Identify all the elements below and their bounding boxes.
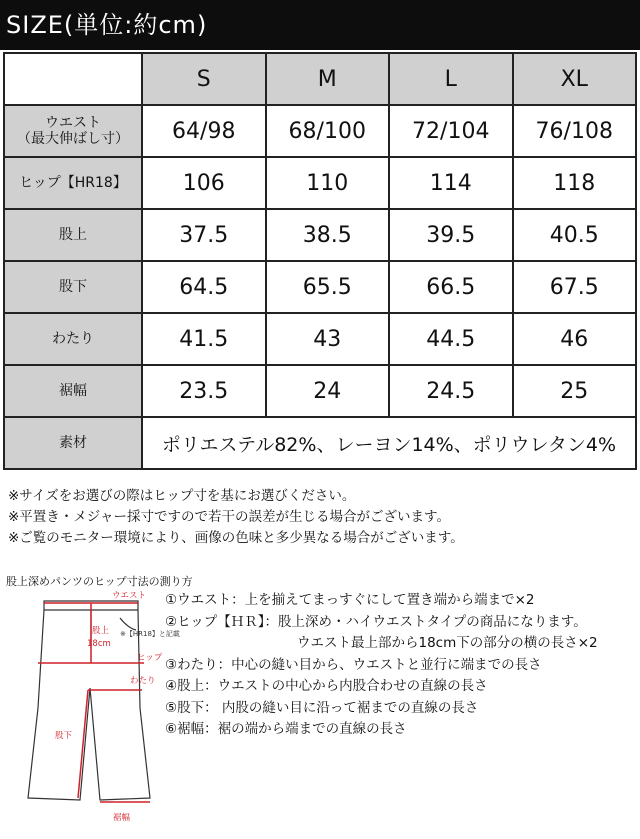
table-row-hem [4, 365, 636, 417]
table-row-material [4, 417, 636, 469]
table-cell: 114 [389, 157, 513, 209]
row-label-waist [4, 105, 142, 157]
row-label-thigh: わたり [4, 313, 142, 365]
table-cell: 66.5 [389, 261, 513, 313]
table-row-hip [4, 157, 636, 209]
table-cell: 43 [266, 313, 390, 365]
size-m: M [266, 53, 390, 105]
label-rise-value: 18cm [87, 639, 111, 649]
table-cell: 24 [266, 365, 390, 417]
row-label-material: 素材 [4, 417, 142, 469]
table-cell: 64.5 [142, 261, 266, 313]
table-cell: 72/104 [389, 105, 513, 157]
table-cell: 64/98 [142, 105, 266, 157]
table-corner-cell [4, 53, 142, 105]
table-row-rise [4, 209, 636, 261]
table-cell: 67.5 [513, 261, 637, 313]
step-item-continued: ウエスト最上部から18cm下の部分の横の長さ×2 [297, 635, 598, 651]
note-item: ※ご覧のモニター環境により、画像の色味と多少異なる場合がございます。 [8, 530, 464, 546]
row-label-inseam: 股下 [4, 261, 142, 313]
label-hip: ヒップ [137, 653, 163, 663]
step-item: ⑤股下： 内股の縫い目に沿って裾までの直線の長さ [165, 699, 479, 716]
size-l: L [389, 53, 513, 105]
table-cell: 76/108 [513, 105, 637, 157]
table-cell: 24.5 [389, 365, 513, 417]
step-item: ①ウエスト：上を揃えてまっすぐにして置き端から端まで×2 [165, 592, 535, 608]
table-cell: 44.5 [389, 313, 513, 365]
label-rise: 股上 [92, 626, 110, 636]
row-label-waist-text: ウエスト （最大伸ばし寸） [17, 115, 129, 147]
material-value: ポリエステル82%、レーヨン14%、ポリウレタン4% [142, 417, 636, 469]
table-cell: 106 [142, 157, 266, 209]
row-label-hip: ヒップ【HR18】 [4, 157, 142, 209]
note-item: ※サイズをお選びの際はヒップ寸を基にお選びください。 [8, 488, 356, 504]
table-cell: 23.5 [142, 365, 266, 417]
table-cell: 118 [513, 157, 637, 209]
size-xl: XL [513, 53, 637, 105]
table-cell: 25 [513, 365, 637, 417]
diagram-title: 股上深めパンツのヒップ寸法の測り方 [6, 575, 193, 588]
size-table [3, 52, 637, 470]
step-item: ②ヒップ【ＨＲ】：股上深め・ハイウエストタイプの商品になります。 [165, 613, 587, 630]
step-item: ③わたり：中心の縫い目から、ウエストと並行に端までの長さ [165, 656, 542, 673]
size-header: SIZE(単位:約cm) [0, 0, 640, 50]
table-cell: 37.5 [142, 209, 266, 261]
table-cell: 65.5 [266, 261, 390, 313]
note-item: ※平置き・メジャー採寸ですので若干の誤差が生じる場合がございます。 [8, 509, 450, 525]
row-label-hem: 裾幅 [4, 365, 142, 417]
label-hr-note: ※【HR18】と記載 [120, 630, 180, 638]
label-inseam: 股下 [55, 731, 73, 741]
step-item: ⑥裾幅：裾の端から端までの直線の長さ [165, 721, 407, 737]
table-cell: 110 [266, 157, 390, 209]
row-label-rise: 股上 [4, 209, 142, 261]
table-cell: 38.5 [266, 209, 390, 261]
measurement-steps [165, 590, 598, 741]
table-cell: 41.5 [142, 313, 266, 365]
table-cell: 68/100 [266, 105, 390, 157]
label-hem: 裾幅 [113, 813, 131, 823]
table-cell: 40.5 [513, 209, 637, 261]
table-row-waist [4, 105, 636, 157]
step-item: ④股上：ウエストの中心から内股合わせの直線の長さ [165, 678, 488, 694]
size-header-row [4, 53, 636, 105]
label-waist: ウエスト [112, 591, 147, 601]
inseam-line [78, 690, 88, 798]
table-row-thigh [4, 313, 636, 365]
table-cell: 46 [513, 313, 637, 365]
label-thigh: わたり [130, 676, 156, 686]
pants-diagram [0, 588, 180, 828]
notes [8, 486, 464, 549]
size-s: S [142, 53, 266, 105]
table-cell: 39.5 [389, 209, 513, 261]
table-row-inseam [4, 261, 636, 313]
